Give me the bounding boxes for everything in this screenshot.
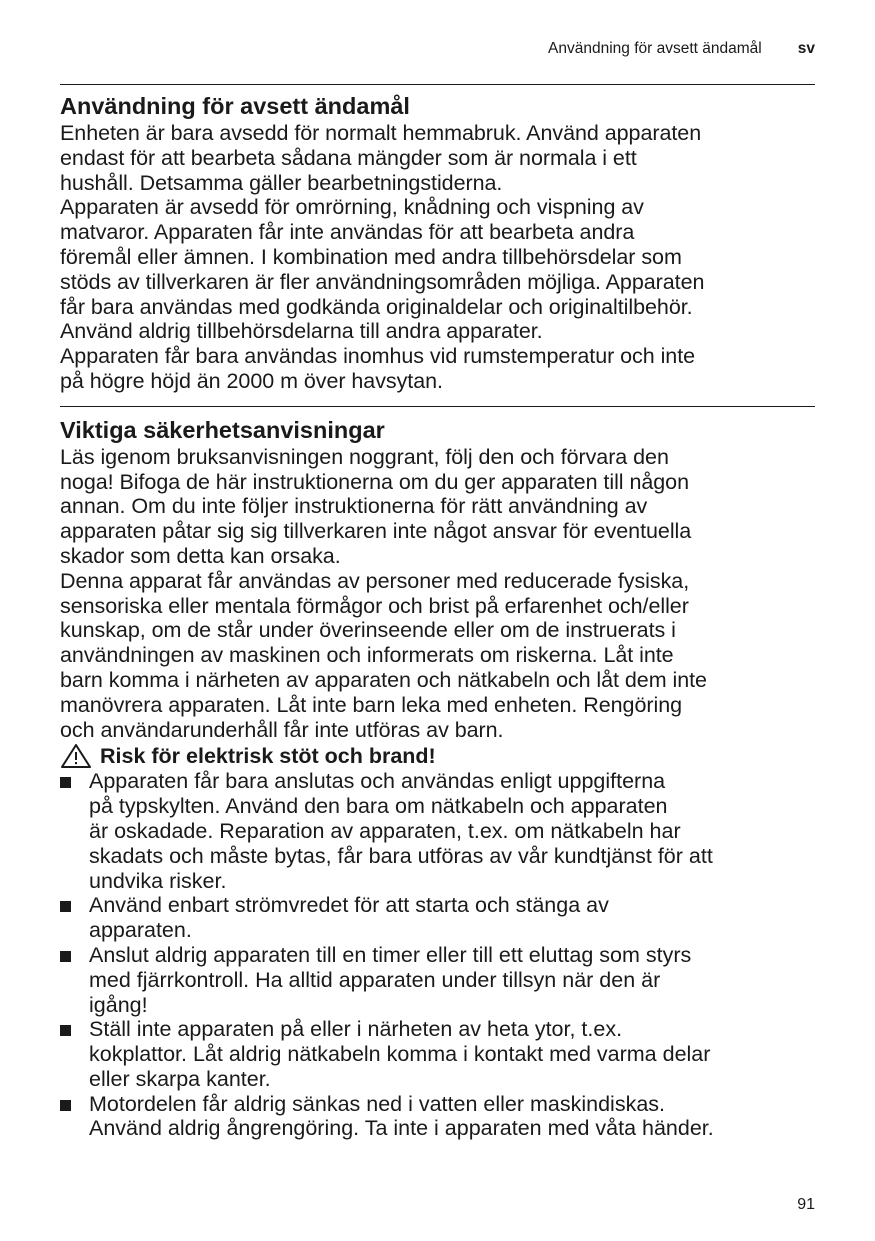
text-line: barn komma i närheten av apparaten och nätkabeln och låt dem inte [60,667,707,692]
bullet-square-icon [60,1025,71,1036]
text-line: på högre höjd än 2000 m över havsytan. [60,368,443,393]
text-line: är oskadade. Reparation av apparaten, t.ex. om nätkabeln har [89,818,681,843]
header-title: Användning för avsett ändamål [548,40,762,57]
text-line: användningen av maskinen och informerats om riskerna. Låt inte [60,643,674,668]
text-line: hushåll. Detsamma gäller bearbetningstiderna. [60,170,503,195]
section-heading: Användning för avsett ändamål [60,93,410,119]
text-line: stöds av tillverkaren är fler användningsområden möjliga. Apparaten [60,269,705,294]
bullet-square-icon [60,951,71,962]
text-line: kokplattor. Låt aldrig nätkabeln komma i kontakt med varma delar [89,1042,711,1067]
list-item [60,893,815,943]
text-line: noga! Bifoga de här instruktionerna om du ger apparaten till någon [60,469,689,494]
text-line: Använd aldrig ångrengöring. Ta inte i apparaten med våta händer. [89,1116,714,1141]
text-line: endast för att bearbeta sådana mängder som är normala i ett [60,145,637,170]
text-line: på typskylten. Använd den bara om nätkabeln och apparaten [89,794,668,819]
text-line: skador som detta kan orsaka. [60,543,341,568]
bullet-square-icon [60,777,71,788]
text-line: Apparaten får bara anslutas och användas enligt uppgifterna [89,769,666,794]
text-line: annan. Om du inte följer instruktionerna för rätt användning av [60,494,648,519]
text-line: Apparaten är avsedd för omrörning, knådning och vispning av [60,195,644,220]
bullet-square-icon [60,1100,71,1111]
text-line: kunskap, om de står under överinseende eller om de instruerats i [60,618,676,643]
text-line: föremål eller ämnen. I kombination med andra tillbehörsdelar som [60,244,682,269]
text-line: Denna apparat får användas av personer med reducerade fysiska, [60,568,690,593]
text-line: undvika risker. [89,868,227,893]
text-line: med fjärrkontroll. Ha alltid apparaten under tillsyn när den är [89,967,661,992]
section-body [60,121,815,394]
text-line: eller skarpa kanter. [89,1066,271,1091]
section-safety-wrapper [60,406,815,1142]
text-line: Läs igenom bruksanvisningen noggrant, följ den och förvara den [60,444,669,469]
warning-title: Risk för elektrisk stöt och brand! [100,743,436,768]
section-body [60,445,815,743]
bullet-square-icon [60,901,71,912]
running-header [548,40,815,58]
text-line: Använd enbart strömvredet för att starta och stänga av [89,893,609,918]
text-line: får bara användas med godkända originaldelar och originaltilbehör. [60,294,693,319]
text-line: Anslut aldrig apparaten till en timer eller till ett eluttag som styrs [89,942,692,967]
list-item [60,943,815,1017]
text-line: Ställ inte apparaten på eller i närheten av heta ytor, t.ex. [89,1017,623,1042]
section-heading: Viktiga säkerhetsanvisningar [60,416,385,443]
text-line: Använd aldrig tillbehörsdelarna till andra apparater. [60,319,543,344]
page-number: 91 [797,1196,815,1213]
text-line: igång! [89,992,148,1017]
text-line: Motordelen får aldrig sänkas ned i vatten eller maskindiskas. [89,1091,666,1116]
section-intended-use [60,91,815,394]
text-line: matvaror. Apparaten får inte användas för att bearbeta andra [60,220,635,245]
page-content [60,84,815,1141]
text-line: skadats och måste bytas, får bara utföras av vår kundtjänst för att [89,843,713,868]
text-line: manövrera apparaten. Låt inte barn leka med enheten. Rengöring [60,692,683,717]
text-line: Enheten är bara avsedd för normalt hemmabruk. Använd apparaten [60,121,702,145]
list-item [60,1017,815,1091]
text-line: Apparaten får bara användas inomhus vid rumstemperatur och inte [60,344,696,369]
section-divider [60,406,815,407]
warning-triangle-icon [60,743,92,769]
warning-heading [60,743,815,769]
text-line: apparaten. [89,918,192,943]
section-safety [60,415,815,1142]
text-line: apparaten påtar sig sig tillverkaren inte något ansvar för eventuella [60,519,692,544]
section-divider [60,84,815,85]
text-line: och användarunderhåll får inte utföras av barn. [60,717,504,742]
language-code: sv [797,40,815,57]
text-line: sensoriska eller mentala förmågor och brist på erfarenhet och/eller [60,593,689,618]
safety-bullet-list [60,769,815,1141]
list-item [60,1092,815,1142]
list-item [60,769,815,893]
